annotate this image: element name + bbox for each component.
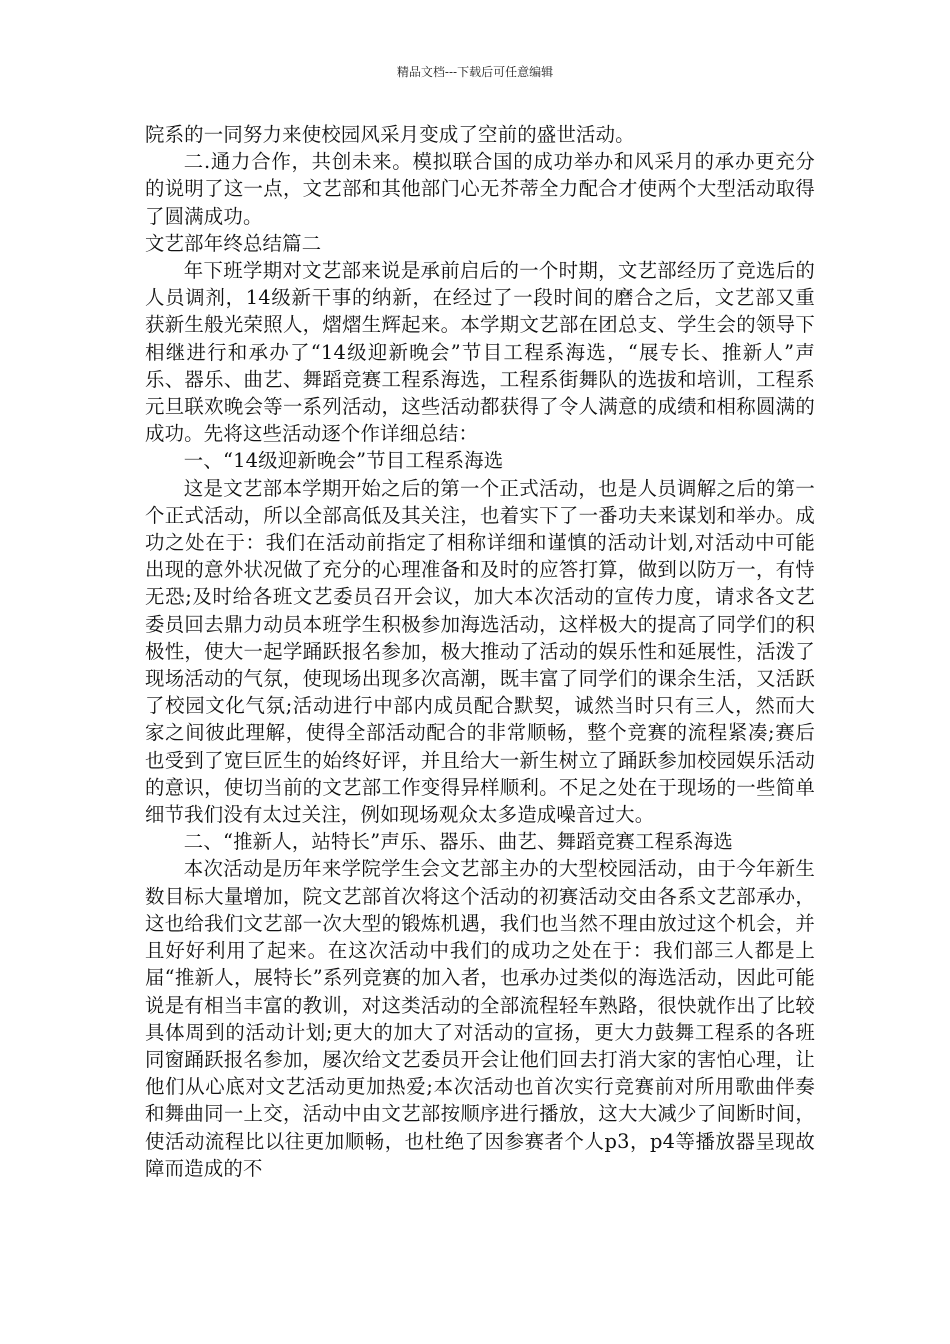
paragraph-1: 院系的一同努力来使校园风采月变成了空前的盛世活动。 xyxy=(145,123,635,146)
page-header: 精品文档---下载后可任意编辑 xyxy=(396,65,554,79)
paragraph-4: 这是文艺部本学期开始之后的第一个正式活动，也是人员调解之后的第一个正式活动，所以全部高低及其关注，也着实下了一番功夫来谋划和举办。成功之处在于：我们在活动前指定了相称详细和谨慎的活动计划,对活动中可能出现的意外状况做了充分的心理准备和及时的应答打算，做到以防万一，有恃无恐;及时给各班文艺委员召开会议，加大本次活动的宣传力度，请求各文艺委员回去鼎力动员本班学生积极参加海选活动，这样极大的提高了同学们的积极性，使大一起学踊跃报名参加，极大推动了活动的娱乐性和延展性，活泼了现场活动的气氛，使现场出现多次高潮，既丰富了同学们的课余生活，又活跃了校园文化气氛;活动进行中部内成员配合默契，诚然当时只有三人，然而大家之间彼此理解，使得全部活动配合的非常顺畅，整个竞赛的流程紧凑;赛后也受到了宽巨匠生的始终好评，并且给大一新生树立了踊跃参加校园娱乐活动的意识，使切当前的文艺部工作变得异样顺利。不足之处在于现场的一些简单细节我们没有太过关注，例如现场观众太多造成噪音过大。 xyxy=(145,476,815,827)
subheading-2: 二、“推新人，站特长”声乐、器乐、曲艺、舞蹈竞赛工程系海选 xyxy=(183,830,733,854)
subheading-1: 一、“14级迎新晚会”节目工程系海选 xyxy=(183,449,504,473)
document-body xyxy=(145,121,815,1182)
section-title: 文艺部年终总结篇二 xyxy=(145,231,322,255)
paragraph-2: 二.通力合作，共创未来。模拟联合国的成功举办和风采月的承办更充分的说明了这一点，文艺部和其他部门心无芥蒂全力配合才使两个大型活动取得了圆满成功。 xyxy=(145,150,815,228)
paragraph-3: 年下班学期对文艺部来说是承前启后的一个时期，文艺部经历了竞选后的人员调剂，14级新干事的纳新，在经过了一段时间的磨合之后，文艺部又重获新生般光荣照人，熠熠生辉起来。本学期文艺部在团总支、学生会的领导下相继进行和承办了“14级迎新晚会”节目工程系海选，“展专长、推新人”声乐、器乐、曲艺、舞蹈竞赛工程系海选，工程系街舞队的选拔和培训，工程系元旦联欢晚会等一系列活动，这些活动都获得了令人满意的成绩和相称圆满的成功。先将这些活动逐个作详细总结： xyxy=(145,259,815,446)
paragraph-5: 本次活动是历年来学院学生会文艺部主办的大型校园活动，由于今年新生数目标大量增加，院文艺部首次将这个活动的初赛活动交由各系文艺部承办，这也给我们文艺部一次大型的锻炼机遇，我们也当然不理由放过这个机会，并且好好利用了起来。在这次活动中我们的成功之处在于：我们部三人都是上届“推新人，展特长”系列竞赛的加入者，也承办过类似的海选活动，因此可能说是有相当丰富的教训，对这类活动的全部流程轻车熟路，很快就作出了比较具体周到的活动计划;更大的加大了对活动的宣扬，更大力鼓舞工程系的各班同窗踊跃报名参加，屡次给文艺委员开会让他们回去打消大家的害怕心理，让他们从心底对文艺活动更加热爱;本次活动也首次实行竞赛前对所用歌曲伴奏和舞曲同一上交，活动中由文艺部按顺序进行播放，这大大减少了间断时间，使活动流程比以往更加顺畅，也杜绝了因参赛者个人p3，p4等播放器呈现故障而造成的不 xyxy=(145,857,815,1180)
